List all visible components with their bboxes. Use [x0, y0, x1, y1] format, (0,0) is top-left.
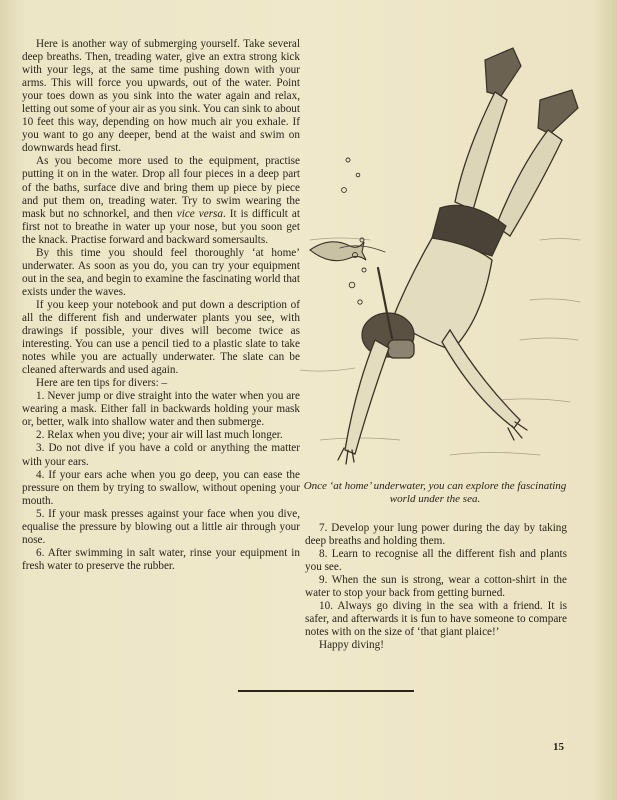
tip-item: 1. Never jump or dive straight into the water when you are wearing a mask. Either fall in backwards holding your mask or, better, walk into shallow water and then submerge. — [22, 390, 300, 429]
paragraph-equipment: As you become more used to the equipment, practise putting it on in the water. Drop all four pieces in a deep part of the baths, surface dive and bring them up piece by piece and put them on, treading water. Try to swim wearing the mask but no schnorkel, and then vice versa. It is difficult at first not to breathe in water up your nose, but you soon get the knack. Practise forward and backward somersaults. — [22, 155, 300, 246]
section-divider — [238, 690, 414, 692]
paragraph-notebook: If you keep your notebook and put down a description of all the different fish and underwater plants you see, with drawings if possible, your dives will become twice as interesting. You can use a pencil tied to a plastic slate to take notes while you are actually underwater. The slate can be cleaned afterwards and used again. — [22, 298, 300, 377]
tip-item: 4. If your ears ache when you go deep, you can ease the pressure on them by trying to swallow, without opening your mouth. — [22, 468, 300, 507]
tip-item: 2. Relax when you dive; your air will last much longer. — [36, 429, 283, 442]
tip-item: 8. Learn to recognise all the different fish and plants you see. — [305, 548, 567, 574]
illustration-caption: Once ‘at home’ underwater, you can explore the fascinating world under the sea. — [303, 480, 567, 505]
arms — [338, 330, 527, 464]
right-column — [305, 522, 567, 652]
left-column — [22, 38, 300, 573]
closing-line: Happy diving! — [319, 639, 384, 652]
tip-item: 6. After swimming in salt water, rinse your equipment in fresh water to preserve the rubber. — [22, 546, 300, 572]
tip-item: 7. Develop your lung power during the day by taking deep breaths and holding them. — [305, 522, 567, 548]
tip-item: 9. When the sun is strong, wear a cotton-shirt in the water to stop your back from getting burned. — [305, 574, 567, 600]
paragraph-at-home: By this time you should feel thoroughly ‘at home’ underwater. As soon as you do, you can try your equipment out in the sea, and begin to examine the fascinating world that exists under the waves. — [22, 246, 300, 298]
tip-item: 3. Do not dive if you have a cold or anything the matter with your ears. — [22, 442, 300, 468]
fish-icon — [310, 242, 385, 261]
page-number: 15 — [553, 741, 564, 753]
tip-item: 10. Always go diving in the sea with a friend. It is safer, and afterwards it is fun to have someone to compare notes with on the size of ‘that giant plaice!’ — [305, 600, 567, 639]
paragraph-submerging: Here is another way of submerging yourself. Take several deep breaths. Then, treading water, give an extra strong kick with your legs, at the same time pushing down with your arms. This will force you upwards, out of the water. Point your toes down as you sink into the water again and relax, letting out some of your air as you sink. You can sink to about 10 feet this way, depending on how much air you exhale. If you want to go any deeper, bend at the waist and swim on downwards head first. — [22, 38, 300, 155]
diver-illustration — [300, 40, 585, 472]
tips-intro: Here are ten tips for divers: – — [36, 377, 168, 390]
tip-item: 5. If your mask presses against your face when you dive, equalise the pressure by blowing out a little air through your nose. — [22, 507, 300, 546]
mask-icon — [388, 340, 414, 358]
bubbles — [342, 158, 366, 304]
